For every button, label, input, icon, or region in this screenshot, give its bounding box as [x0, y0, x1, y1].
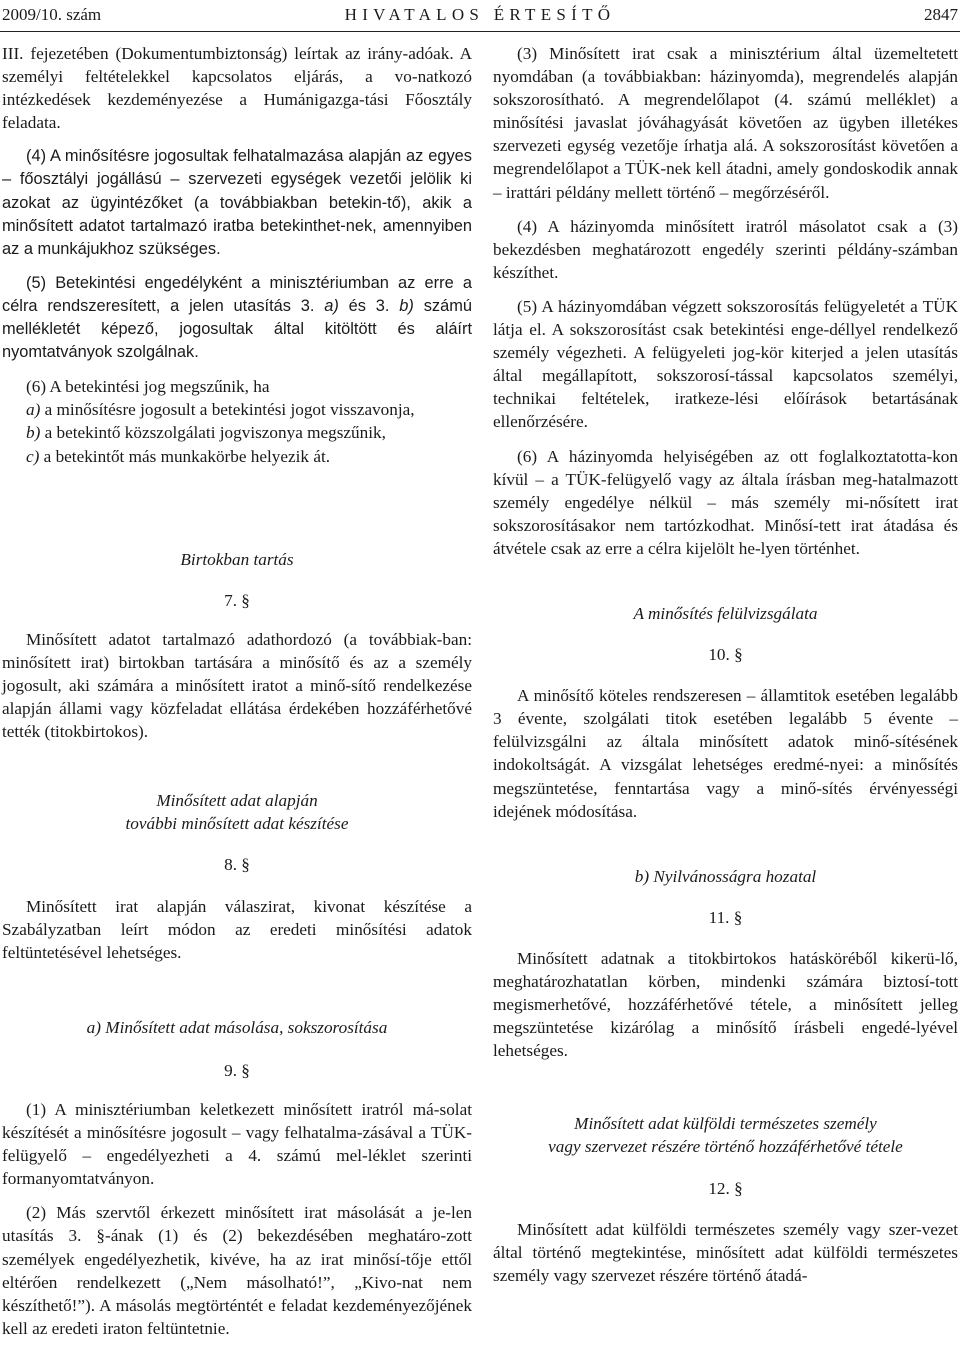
heading-felulvizsgalata: A minősítés felülvizsgálata	[633, 603, 818, 623]
section-8-text: Minősített irat alapján válaszirat, kivonat készítése a Szabályzatban leírt módon az eredeti minősítési adatok feltüntetésével lehetséges.	[2, 896, 472, 962]
list-item-c: c) a betekintőt más munkakörbe helyezik át.	[26, 446, 331, 466]
header-rule	[0, 31, 960, 32]
section-10-number: 10. §	[708, 645, 743, 665]
section-11-text: Minősített adatnak a titokbirtokos hatásköréből kikerü-lő, meghatározhatatlan körben, mindenki számára biztosí-tott megismerhetővé, hozzáférhetővé tétele, a minősített jelleg megszüntetése kizárólag a minősítő írásbeli engedé-lyével lehetséges.	[493, 948, 958, 1061]
section-9-2-text: (2) Más szervtől érkezett minősített irat másolását a je-len utasítás 3. §-ának (1) és (2) bekezdésében meghatáro-zott személyek engedélyezhetik, kivéve, ha az irat minősí-tője ettől eltérően rendelkezett („Nem másolható!”, „Kivo-nat nem készíthető!”). A másolás megtörténtét e feladat kezdeményezőjének kell az eredeti iraton feltüntetnie.	[2, 1203, 472, 1338]
heading-nyilvanossagra: b) Nyilvánosságra hozatal	[634, 866, 817, 886]
section-9-1-text: (1) A minisztériumban keletkezett minősített iratról má-solat készítését a minősítésre jogosult – vagy felhatalma-zásával a TÜK-felügyelő – engedélyezheti a 4. számú mel-léklet szerinti formanyomtatványon.	[2, 1100, 472, 1189]
section-7-text: Minősített adatot tartalmazó adathordozó (a továbbiak-ban: minősített irat) birtokban tartására a minősítő és az a személy jogosult, aki számára a minősített iratot a minő-sítő rendelkezése alapján állami vagy közfeladat ellátása érdekében hozzáférhetővé tették (titokbirtokos).	[2, 629, 472, 742]
left-column	[2, 42, 472, 1340]
heading-kulfoldi-1: Minősített adat külföldi természetes személy	[574, 1114, 877, 1134]
heading-birtokban-tartas: Birtokban tartás	[180, 549, 294, 569]
list-item-a: a) a minősítésre jogosult a betekintési jogot visszavonja,	[26, 400, 415, 420]
heading-tovabbi-minositett-adat: további minősített adat készítése	[125, 814, 349, 834]
page-number: 2847	[924, 5, 958, 24]
right-column	[493, 42, 958, 1287]
section-12-text: Minősített adat külföldi természetes személy vagy szer-vezet által történő megtekintése, minősített adat külföldi természetes személy vagy szervezet részére történő átadá-	[493, 1219, 958, 1285]
section-11-number: 11. §	[708, 907, 743, 927]
list-item-b: b) a betekintő közszolgálati jogviszonya megszűnik,	[26, 423, 386, 443]
section-9-3-text: (3) Minősített irat csak a minisztérium által üzemeltetett nyomdában (a továbbiakban: házinyomda), megrendelés alapján sokszorosítható. A megrendelőlapot (4. számú melléklet) a minősítési javaslat jóváhagyását követően az ügyben illetékes szervezeti egység vezetője írhatja alá. A sokszorosítást követően a megrendelőlapot a TÜK-nek kell átadni, amely gondoskodik annak – irattári példány mellett történő – megőrzéséről.	[493, 44, 958, 202]
section-12-number: 12. §	[708, 1178, 743, 1198]
section-9-5-text: (5) A házinyomdában végzett sokszorosítás felügyeletét a TÜK látja el. A sokszorosítást csak betekintési enge-déllyel rendelkező személy végezheti. A felügyeleti jog-kör kiterjed a jelen utasítás által megállapított, sokszorosí-tással kapcsolatos személyi, technikai feltételek, iratkeze-lési előírások betartásának ellenőrzésére.	[493, 296, 958, 432]
heading-kulfoldi-2: vagy szervezet részére történő hozzáférhetővé tétele	[548, 1137, 903, 1157]
issue-number: 2009/10. szám	[2, 5, 102, 24]
section-9-number: 9. §	[224, 1060, 250, 1080]
section-7-number: 7. §	[224, 590, 250, 610]
journal-title: HIVATALOS ÉRTESÍTŐ	[344, 5, 616, 24]
heading-masolasa: a) Minősített adat másolása, sokszorosítása	[86, 1017, 388, 1037]
section-9-6-text: (6) A házinyomda helyiségében az ott foglalkoztatotta-kon kívül – a TÜK-felügyelő vagy az általa írásban meg-hatalmazott személy engedélye nélkül – más személy mi-nősített irat sokszorosításakor nem tartózkodhat. Minősí-tett irat átadása és átvétele csak az erre a célra kijelölt he-lyen történhet.	[493, 446, 958, 558]
heading-minositett-adat-alapjan: Minősített adat alapján	[156, 791, 318, 811]
paragraph-6-4: (4) A minősítésre jogosultak felhatalmazása alapján az egyes – főosztályi jogállású – szervezeti egységek vezetői jelölik ki azokat az ügyintézőket (a továbbiakban betekin-tő), akik a minősített adatot tartalmazó iratba betekinthet-nek, amennyiben az a munkájukhoz szükséges.	[2, 147, 472, 258]
section-8-number: 8. §	[224, 855, 250, 875]
section-9-4-text: (4) A házinyomda minősített iratról másolatot csak a (3) bekezdésben meghatározott engedély szerinti példány-számban készíthet.	[493, 216, 958, 282]
intro-paragraph: III. fejezetében (Dokumentumbiztonság) leírtak az irány-adóak. A személyi feltételekkel kapcsolatos eljárás, a vo-natkozó intézkedések kezdeményezése a Humánigazga-tási Főosztály feladata.	[2, 44, 472, 133]
section-10-text: A minősítő köteles rendszeresen – államtitok esetében legalább 3 évente, szolgálati titok esetében legalább 5 évente – felülvizsgálni az általa minősített adatok minő-sítésének indokoltságát. A vizsgálat lehetséges eredmé-nyei: a minősítés megszüntetése, fenntartása vagy a minő-sítés érvényességi idejének módosítása.	[493, 686, 958, 821]
paragraph-6-6: (6) A betekintési jog megszűnik, ha	[26, 377, 270, 397]
page-header	[0, 4, 960, 30]
paragraph-6-5: (5) Betekintési engedélyként a minisztériumban az erre a célra rendszeresített, a jelen utasítás 3. a) és 3. b) számú mellékletét képező, jogosultak által kitöltött és aláírt nyomtatványok szolgálnak.	[2, 273, 472, 362]
